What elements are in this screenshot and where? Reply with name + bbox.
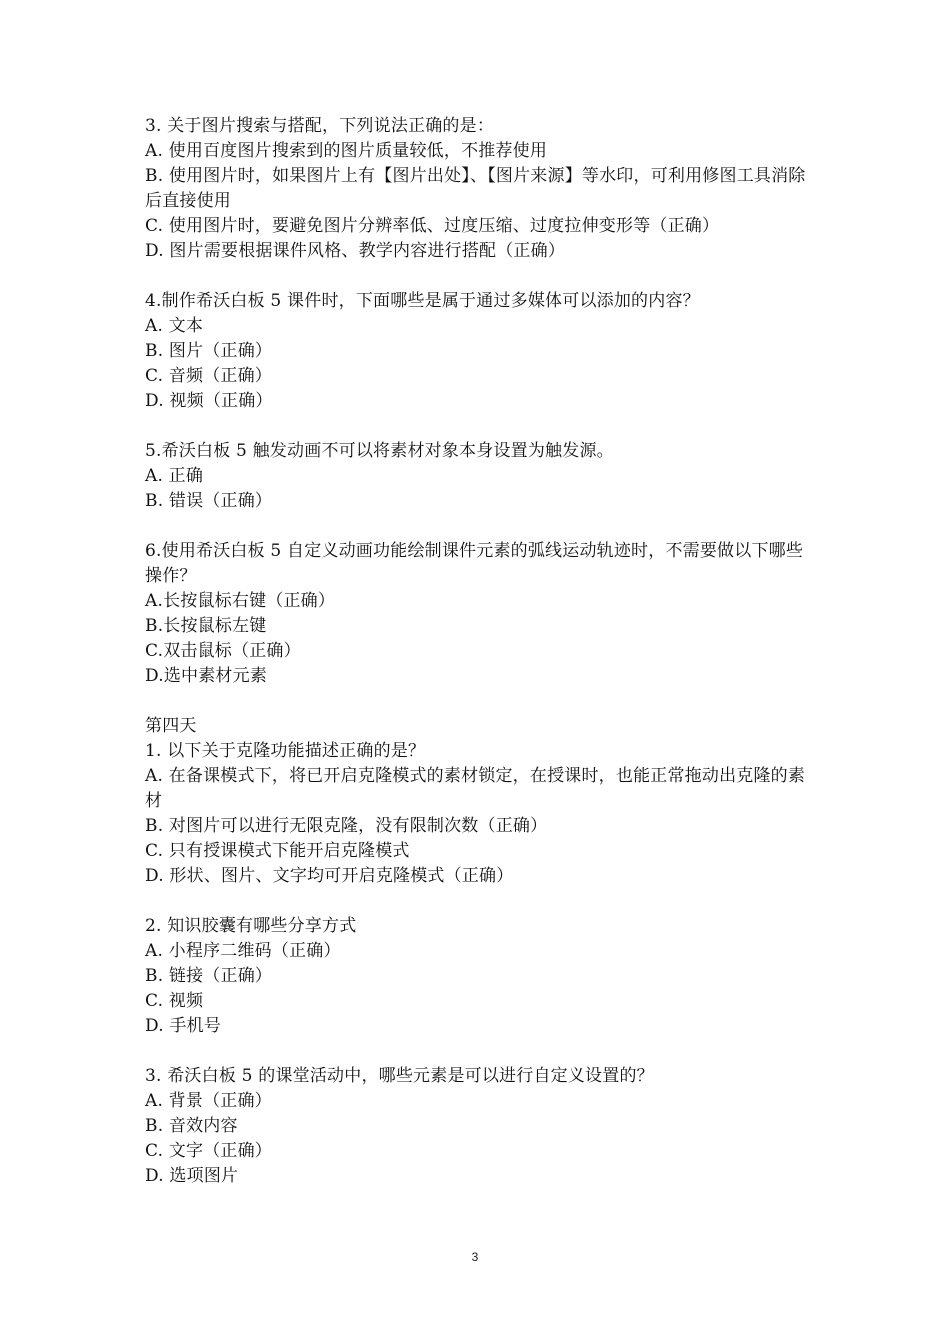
question-block (145, 914, 810, 1039)
answer-option: B. 图片（正确） (145, 341, 273, 361)
answer-option: C.双击鼠标（正确） (145, 641, 301, 661)
question-stem: 3. 关于图片搜索与搭配，下列说法正确的是： (145, 116, 495, 136)
answer-option: A. 使用百度图片搜索到的图片质量较低，不推荐使用 (145, 141, 548, 161)
question-stem: 6.使用希沃白板 5 自定义动画功能绘制课件元素的弧线运动轨迹时，不需要做以下哪些操作？ (145, 541, 804, 586)
question-block (145, 1064, 810, 1189)
answer-option: B.长按鼠标左键 (145, 616, 267, 636)
question-block (145, 539, 810, 689)
spacer (145, 1039, 810, 1064)
spacer (145, 414, 810, 439)
answer-option: D. 形状、图片、文字均可开启克隆模式（正确） (145, 866, 514, 886)
question-stem: 2. 知识胶囊有哪些分享方式 (145, 916, 357, 936)
spacer (145, 264, 810, 289)
answer-option: B. 错误（正确） (145, 491, 273, 511)
answer-option: A. 小程序二维码（正确） (145, 941, 341, 961)
answer-option: A.长按鼠标右键（正确） (145, 591, 336, 611)
answer-option: C. 音频（正确） (145, 366, 273, 386)
answer-option: D.选中素材元素 (145, 666, 268, 686)
question-block (145, 439, 810, 514)
question-stem: 4.制作希沃白板 5 课件时，下面哪些是属于通过多媒体可以添加的内容？ (145, 291, 700, 311)
answer-option: B. 使用图片时，如果图片上有【图片出处】、【图片来源】等水印，可利用修图工具消除后直接使用 (145, 166, 806, 211)
answer-option: B. 音效内容 (145, 1116, 238, 1136)
answer-option: A. 在备课模式下，将已开启克隆模式的素材锁定，在授课时，也能正常拖动出克隆的素材 (145, 766, 806, 811)
spacer (145, 889, 810, 914)
answer-option: B. 链接（正确） (145, 966, 273, 986)
document-body (145, 114, 810, 1189)
answer-option: C. 使用图片时，要避免图片分辨率低、过度压缩、过度拉伸变形等（正确） (145, 216, 720, 236)
question-stem: 5.希沃白板 5 触发动画不可以将素材对象本身设置为触发源。 (145, 441, 614, 461)
answer-option: D. 手机号 (145, 1016, 222, 1036)
question-block (145, 289, 810, 414)
section-heading: 第四天 (145, 716, 197, 736)
question-stem: 1. 以下关于克隆功能描述正确的是？ (145, 741, 426, 761)
question-stem: 3. 希沃白板 5 的课堂活动中，哪些元素是可以进行自定义设置的？ (145, 1066, 654, 1086)
answer-option: A. 文本 (145, 316, 204, 336)
answer-option: C. 视频 (145, 991, 204, 1011)
answer-option: A. 背景（正确） (145, 1091, 272, 1111)
answer-option: C. 文字（正确） (145, 1141, 273, 1161)
answer-option: B. 对图片可以进行无限克隆，没有限制次数（正确） (145, 816, 548, 836)
question-block (145, 739, 810, 889)
answer-option: C. 只有授课模式下能开启克隆模式 (145, 841, 410, 861)
answer-option: A. 正确 (145, 466, 204, 486)
page-number: 3 (471, 1250, 479, 1264)
spacer (145, 689, 810, 714)
question-block (145, 114, 810, 264)
answer-option: D. 图片需要根据课件风格、教学内容进行搭配（正确） (145, 241, 566, 261)
answer-option: D. 视频（正确） (145, 391, 273, 411)
spacer (145, 514, 810, 539)
answer-option: D. 选项图片 (145, 1166, 239, 1186)
